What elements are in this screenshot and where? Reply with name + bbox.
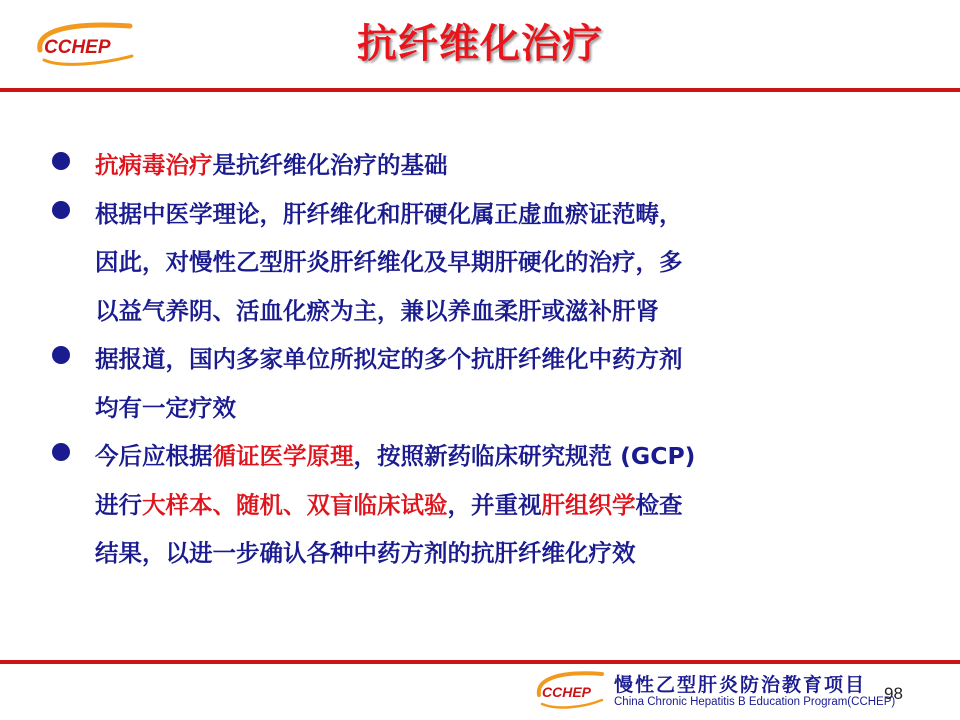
program-name-en: China Chronic Hepatitis B Education Program(CCHEP) [614, 696, 896, 708]
body-text: 是抗纤维化治疗的基础 [212, 151, 448, 179]
body-text: 进行 [95, 490, 142, 519]
highlighted-text: 肝组织学 [541, 490, 636, 519]
bullet-dot-icon [52, 201, 70, 219]
highlighted-text: 循证医学原理 [212, 442, 354, 470]
body-text: 以益气养阴、活血化瘀为主，兼以养血柔肝或滋补肝肾 [95, 296, 659, 325]
body-text: 今后应根据 [95, 442, 213, 470]
bullet-dot-icon [52, 346, 70, 364]
bullet-dot-icon [52, 443, 70, 461]
bullet-line [95, 141, 930, 190]
body-text: 据报道，国内多家单位所拟定的多个抗肝纤维化中药方剂 [95, 345, 683, 373]
page-number: 98 [884, 684, 903, 703]
bullet-line [95, 384, 930, 433]
footer-cchep-logo [534, 668, 606, 712]
body-text: ，按照新药临床研究规范 (GCP) [353, 442, 696, 470]
body-text: 根据中医学理论，肝纤维化和肝硬化属正虚血瘀证范畴， [95, 199, 683, 228]
body-text: 检查 [635, 490, 683, 519]
bullet-line [95, 287, 930, 336]
body-text: 均有一定疗效 [95, 393, 236, 422]
highlighted-text: 抗病毒治疗 [95, 151, 213, 179]
logo-text: CCHEP [44, 37, 111, 58]
highlighted-text: 大样本、随机、双盲临床试验 [142, 490, 448, 519]
header-divider [0, 88, 960, 92]
bullet-line [95, 238, 930, 287]
bullet-item [40, 190, 930, 336]
body-text: ，并重视 [447, 490, 542, 519]
bullet-item [40, 141, 930, 190]
body-text: 因此，对慢性乙型肝炎肝纤维化及早期肝硬化的治疗，多 [95, 248, 683, 276]
bullet-dot-icon [52, 152, 70, 170]
bullet-line [95, 481, 930, 530]
slide-title: 抗纤维化治疗 [357, 21, 603, 67]
footer-logo-text: CCHEP [542, 684, 592, 700]
program-name-cn: 慢性乙型肝炎防治教育项目 [614, 674, 867, 696]
bullet-item [40, 335, 930, 432]
bullet-line [95, 335, 930, 384]
bullet-item [40, 432, 930, 578]
bullet-line [95, 190, 930, 239]
bullet-line [95, 432, 930, 481]
body-text: 结果，以进一步确认各种中药方剂的抗肝纤维化疗效 [95, 539, 636, 567]
bullet-line [95, 529, 930, 578]
bullet-list [40, 141, 930, 578]
footer-divider [0, 660, 960, 664]
